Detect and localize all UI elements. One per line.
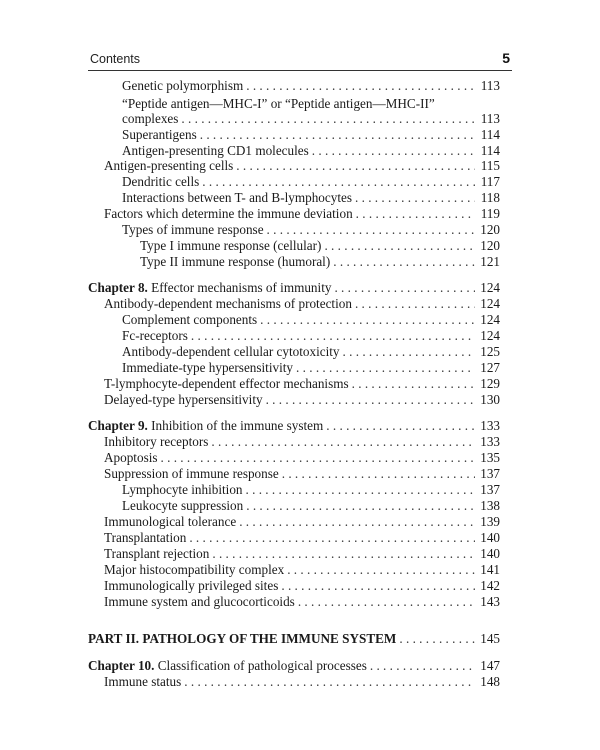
entry-page-number: 145: [480, 631, 500, 646]
header-title: Contents: [90, 52, 141, 66]
toc-entry: [88, 530, 500, 545]
chapter-title: Effector mechanisms of immunity: [151, 280, 332, 295]
dot-leader: [202, 174, 475, 189]
entry-title: Immunologically privileged sites: [104, 578, 279, 593]
entry-title: Inhibitory receptors: [104, 434, 209, 449]
chapter-title: Classification of pathological processes: [157, 658, 367, 673]
toc-chapter-entry: [88, 280, 500, 295]
dot-leader: [281, 578, 475, 593]
entry-title: Major histocompatibility complex: [104, 562, 285, 577]
entry-page-number: 143: [480, 594, 500, 609]
entry-title: Immediate-type hypersensitivity: [122, 360, 294, 375]
dot-leader: [246, 482, 475, 497]
toc-entry: [88, 450, 500, 465]
dot-leader: [326, 418, 475, 433]
entry-title: Fc-receptors: [122, 328, 188, 343]
dot-leader: [343, 344, 475, 359]
entry-title: [88, 280, 331, 295]
toc-entry: [88, 206, 500, 221]
dot-leader: [399, 631, 475, 646]
entry-page-number: 137: [480, 482, 500, 497]
dot-leader: [296, 360, 475, 375]
dot-leader: [189, 530, 475, 545]
entry-title: [88, 658, 367, 673]
chapter-label: Chapter 9.: [88, 418, 148, 433]
toc-entry: [88, 562, 500, 577]
toc-entry: [88, 344, 500, 359]
entry-page-number: 137: [480, 466, 500, 481]
entry-title: Antibody-dependent mechanisms of protection: [104, 296, 352, 311]
entry-page-number: 124: [480, 280, 500, 295]
entry-title: T-lymphocyte-dependent effector mechanisms: [104, 376, 349, 391]
toc-part-entry: [88, 631, 500, 646]
entry-page-number: 124: [480, 296, 500, 311]
toc-entry: [88, 158, 500, 173]
entry-page-number: 117: [480, 174, 500, 189]
entry-title: Superantigens: [122, 127, 197, 142]
entry-page-number: 135: [480, 450, 500, 465]
entry-title: complexes: [122, 111, 179, 126]
entry-page-number: 120: [480, 222, 500, 237]
toc-entry: [88, 127, 500, 142]
entry-page-number: 115: [480, 158, 500, 173]
dot-leader: [333, 254, 475, 269]
toc-entry: [88, 190, 500, 205]
dot-leader: [161, 450, 476, 465]
entry-page-number: 124: [480, 328, 500, 343]
entry-title: Transplantation: [104, 530, 187, 545]
entry-page-number: 147: [480, 658, 500, 673]
entry-title: Interactions between T- and B-lymphocytes: [122, 190, 352, 205]
dot-leader: [184, 674, 475, 689]
toc-entry: [88, 434, 500, 449]
dot-leader: [212, 546, 475, 561]
entry-page-number: 141: [480, 562, 500, 577]
dot-leader: [334, 280, 475, 295]
toc-entry: [88, 296, 500, 311]
toc-entry: [88, 466, 500, 481]
entry-page-number: 113: [480, 111, 500, 126]
dot-leader: [298, 594, 475, 609]
dot-leader: [287, 562, 475, 577]
toc-entry: [88, 143, 500, 158]
toc-entry: [88, 78, 500, 93]
dot-leader: [312, 143, 475, 158]
entry-title: Leukocyte suppression: [122, 498, 244, 513]
toc-entry: [88, 674, 500, 689]
toc-entry: [88, 578, 500, 593]
dot-leader: [200, 127, 475, 142]
entry-page-number: 133: [480, 434, 500, 449]
chapter-title: Inhibition of the immune system: [151, 418, 324, 433]
entry-page-number: 140: [480, 546, 500, 561]
entry-page-number: 127: [480, 360, 500, 375]
toc-entry: [88, 594, 500, 609]
entry-title: “Peptide antigen—MHC-I” or “Peptide antigen—MHC-II”: [122, 96, 435, 111]
toc-entry: [88, 174, 500, 189]
dot-leader: [181, 111, 475, 126]
dot-leader: [260, 312, 475, 327]
toc-entry: [88, 360, 500, 375]
entry-page-number: 124: [480, 312, 500, 327]
dot-leader: [211, 434, 475, 449]
entry-title: Factors which determine the immune deviation: [104, 206, 353, 221]
toc-entry: [88, 254, 500, 269]
dot-leader: [239, 514, 475, 529]
dot-leader: [266, 392, 475, 407]
entry-title: Complement components: [122, 312, 258, 327]
entry-page-number: 121: [480, 254, 500, 269]
entry-title: Lymphocyte inhibition: [122, 482, 243, 497]
dot-leader: [246, 498, 475, 513]
toc-entry: [88, 312, 500, 327]
entry-title: Types of immune response: [122, 222, 264, 237]
entry-page-number: 125: [480, 344, 500, 359]
toc-entry: [88, 482, 500, 497]
dot-leader: [267, 222, 475, 237]
toc-entry: [88, 546, 500, 561]
entry-page-number: 139: [480, 514, 500, 529]
entry-title: Dendritic cells: [122, 174, 200, 189]
toc-entry: [88, 238, 500, 253]
header-page-number: 5: [502, 50, 510, 66]
entry-page-number: 129: [480, 376, 500, 391]
toc-entry: [88, 498, 500, 513]
dot-leader: [324, 238, 475, 253]
entry-page-number: 133: [480, 418, 500, 433]
toc-chapter-entry: [88, 658, 500, 673]
entry-title: Antigen-presenting cells: [104, 158, 234, 173]
toc-entry: [88, 222, 500, 237]
entry-page-number: 138: [480, 498, 500, 513]
entry-page-number: 120: [480, 238, 500, 253]
dot-leader: [282, 466, 475, 481]
entry-title: Type II immune response (humoral): [140, 254, 331, 269]
toc-entry: [88, 376, 500, 391]
toc-entry: [88, 111, 500, 126]
entry-title: Type I immune response (cellular): [140, 238, 322, 253]
entry-title: Delayed-type hypersensitivity: [104, 392, 263, 407]
dot-leader: [355, 190, 475, 205]
entry-title: Apoptosis: [104, 450, 158, 465]
chapter-label: Chapter 8.: [88, 280, 148, 295]
toc-entry: [88, 96, 500, 111]
entry-page-number: 113: [480, 78, 500, 93]
dot-leader: [352, 376, 475, 391]
toc-entry: [88, 514, 500, 529]
toc-entry: [88, 328, 500, 343]
entry-title: [88, 418, 323, 433]
entry-title: Immune status: [104, 674, 182, 689]
entry-title: Transplant rejection: [104, 546, 210, 561]
entry-page-number: 148: [480, 674, 500, 689]
dot-leader: [236, 158, 475, 173]
entry-title: Immunological tolerance: [104, 514, 237, 529]
entry-page-number: 114: [480, 143, 500, 158]
entry-page-number: 142: [480, 578, 500, 593]
dot-leader: [356, 206, 475, 221]
dot-leader: [191, 328, 475, 343]
entry-title: PART II. PATHOLOGY OF THE IMMUNE SYSTEM: [88, 631, 397, 646]
running-header: [88, 50, 512, 71]
chapter-label: Chapter 10.: [88, 658, 155, 673]
entry-page-number: 130: [480, 392, 500, 407]
entry-page-number: 140: [480, 530, 500, 545]
entry-title: Genetic polymorphism: [122, 78, 244, 93]
toc-entry: [88, 392, 500, 407]
entry-title: Immune system and glucocorticoids: [104, 594, 295, 609]
entry-title: Suppression of immune response: [104, 466, 279, 481]
entry-title: Antigen-presenting CD1 molecules: [122, 143, 309, 158]
dot-leader: [246, 78, 475, 93]
dot-leader: [355, 296, 475, 311]
entry-page-number: 119: [480, 206, 500, 221]
entry-page-number: 118: [480, 190, 500, 205]
entry-page-number: 114: [480, 127, 500, 142]
entry-title: Antibody-dependent cellular cytotoxicity: [122, 344, 340, 359]
dot-leader: [370, 658, 475, 673]
toc-chapter-entry: [88, 418, 500, 433]
